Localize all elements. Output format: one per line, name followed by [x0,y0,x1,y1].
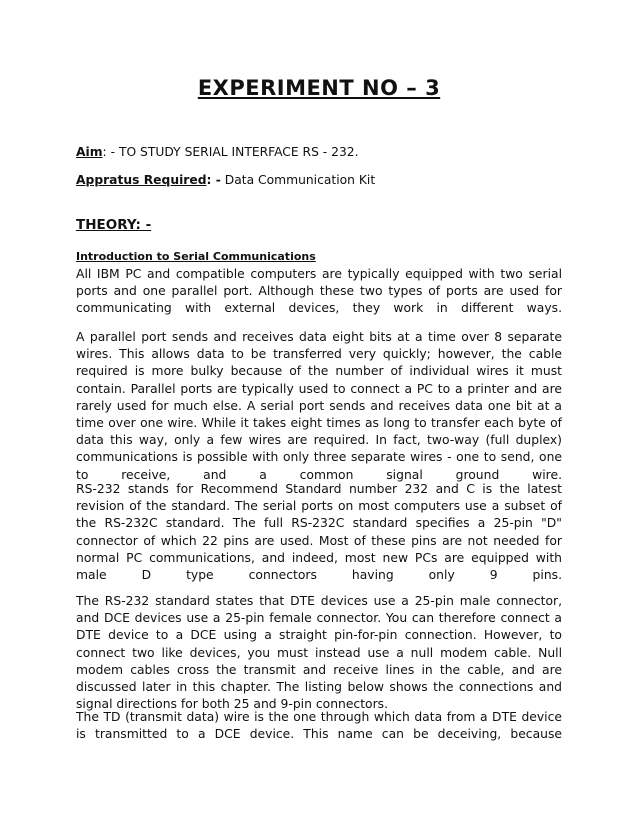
page-title: EXPERIMENT NO – 3 [197,76,441,100]
apparatus-text: Data Communication Kit [220,173,376,187]
aim-line [76,145,359,159]
paragraph-5: The TD (transmit data) wire is the one through which data from a DTE device is transmitted to a DCE device. This name can be deceiving, because [76,710,562,742]
apparatus-separator: : - [206,173,221,187]
paragraph-1: All IBM PC and compatible computers are typically equipped with two serial ports and one parallel port. Although these two types of ports are used for communicating with external devices, they work in different ways. [76,267,562,316]
aim-label: Aim [76,145,103,159]
intro-heading: Introduction to Serial Communications [76,250,316,263]
paragraph-4: The RS-232 standard states that DTE devices use a 25-pin male connector, and DCE devices use a 25-pin female connector. You can therefore connect a DTE device to a DCE using a straight pin-for-pin connection. However, to connect two like devices, you must instead use a null modem cable. Null modem cables cross the transmit and receive lines in the cable, and are discussed later in this chapter. The listing below shows the connections and signal directions for both 25 and 9-pin connectors. [76,594,562,712]
apparatus-label: Appratus Required [76,173,207,187]
apparatus-line [76,173,375,187]
theory-heading: THEORY: - [76,217,152,233]
paragraph-3: RS-232 stands for Recommend Standard number 232 and C is the latest revision of the standard. The serial ports on most computers use a subset of the RS-232C standard. The full RS-232C standard specifies a 25-pin "D" connector of which 22 pins are used. Most of these pins are not needed for normal PC communications, and indeed, most new PCs are equipped with male D type connectors having only 9 pins. [76,482,562,583]
paragraph-2: A parallel port sends and receives data eight bits at a time over 8 separate wires. This allows data to be transferred very quickly; however, the cable required is more bulky because of the number of individual wires it must contain. Parallel ports are typically used to connect a PC to a printer and are rarely used for much else. A serial port sends and receives data one bit at a time over one wire. While it takes eight times as long to transfer each byte of data this way, only a few wires are required. In fact, two-way (full duplex) communications is possible with only three separate wires - one to send, one to receive, and a common signal ground wire. [76,330,562,482]
aim-text: : - TO STUDY SERIAL INTERFACE RS - 232. [102,145,359,159]
